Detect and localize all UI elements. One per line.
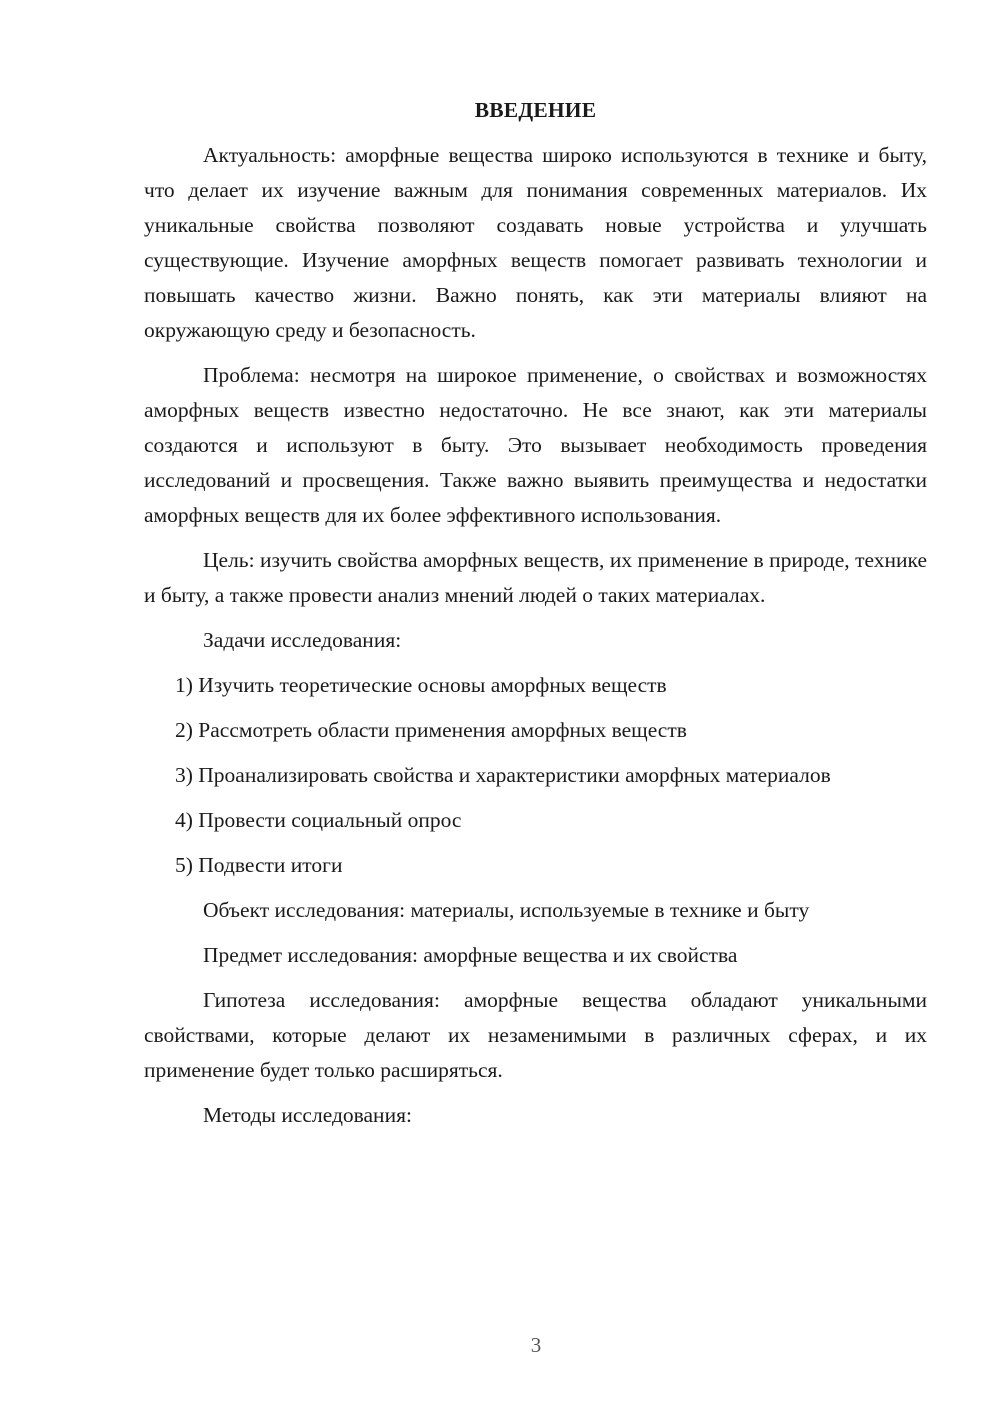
goal-paragraph: Цель: изучить свойства аморфных веществ, их применение в природе, технике и быту, а также провести анализ мнений людей о таких материалах. <box>144 548 927 607</box>
problem-paragraph: Проблема: несмотря на широкое применение, о свойствах и возможностях аморфных веществ известно недостаточно. Не все знают, как эти материалы создаются и используют в быту. Это вызывает необходимость проведения исследований и просвещения. Также важно выявить преимущества и недостатки аморфных веществ для их более эффективного использования. <box>144 363 927 527</box>
page-number: 3 <box>530 1333 542 1357</box>
tasks-heading: Задачи исследования: <box>203 628 402 652</box>
task-item: 2) Рассмотреть области применения аморфных веществ <box>175 718 687 742</box>
page-content <box>144 93 927 1143</box>
research-subject: Предмет исследования: аморфные вещества и их свойства <box>203 943 738 967</box>
task-item: 3) Проанализировать свойства и характеристики аморфных материалов <box>175 763 831 787</box>
research-object: Объект исследования: материалы, используемые в технике и быту <box>203 898 810 922</box>
task-item: 1) Изучить теоретические основы аморфных веществ <box>175 673 667 697</box>
task-item: 4) Провести социальный опрос <box>175 808 462 832</box>
methods-heading: Методы исследования: <box>203 1103 412 1127</box>
task-item: 5) Подвести итоги <box>175 853 343 877</box>
research-hypothesis: Гипотеза исследования: аморфные вещества обладают уникальными свойствами, которые делают их незаменимыми в различных сферах, и их применение будет только расширяться. <box>144 988 927 1082</box>
page-title: ВВЕДЕНИЕ <box>474 98 597 122</box>
actuality-paragraph: Актуальность: аморфные вещества широко используются в технике и быту, что делает их изучение важным для понимания современных материалов. Их уникальные свойства позволяют создавать новые устройства и улучшать существующие. Изучение аморфных веществ помогает развивать технологии и повышать качество жизни. Важно понять, как эти материалы влияют на окружающую среду и безопасность. <box>144 143 927 342</box>
